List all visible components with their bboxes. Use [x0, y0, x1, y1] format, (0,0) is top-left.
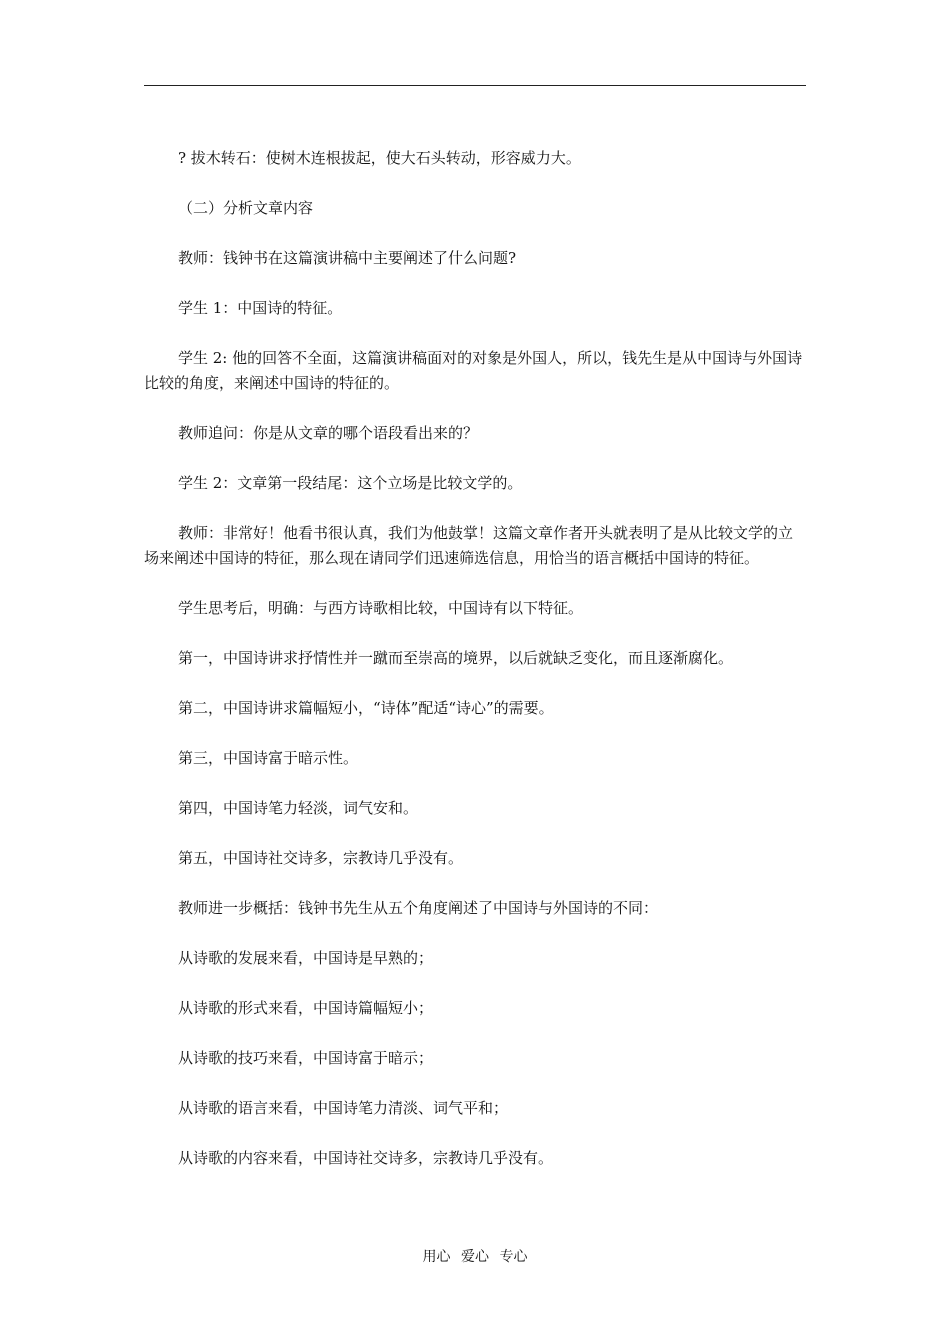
header-rule — [144, 85, 806, 86]
angle-content: 从诗歌的内容来看，中国诗社交诗多，宗教诗几乎没有。 — [178, 1149, 554, 1167]
page-footer: 用心 爱心 专心 — [422, 1249, 528, 1265]
paragraph-7: 学生 2：文章第一段结尾：这个立场是比较文学的。 — [178, 474, 523, 492]
feature-3: 第三，中国诗富于暗示性。 — [178, 749, 359, 767]
angle-technique: 从诗歌的技巧来看，中国诗富于暗示； — [178, 1049, 434, 1067]
angle-development: 从诗歌的发展来看，中国诗是早熟的； — [178, 949, 434, 967]
paragraph-4: 学生 1：中国诗的特征。 — [178, 299, 343, 317]
feature-5: 第五，中国诗社交诗多，宗教诗几乎没有。 — [178, 849, 464, 867]
paragraph-9: 学生思考后，明确：与西方诗歌相比较，中国诗有以下特征。 — [178, 599, 584, 617]
angle-language: 从诗歌的语言来看，中国诗笔力清淡、词气平和； — [178, 1099, 509, 1117]
feature-4: 第四，中国诗笔力轻淡，词气安和。 — [178, 799, 419, 817]
angle-form: 从诗歌的形式来看，中国诗篇幅短小； — [178, 999, 434, 1017]
paragraph-3: 教师：钱钟书在这篇演讲稿中主要阐述了什么问题? — [178, 249, 517, 267]
paragraph-15: 教师进一步概括：钱钟书先生从五个角度阐述了中国诗与外国诗的不同： — [178, 899, 659, 917]
feature-2: 第二，中国诗讲求篇幅短小，“诗体”配适“诗心”的需要。 — [178, 699, 554, 717]
paragraph-6: 教师追问：你是从文章的哪个语段看出来的？ — [178, 424, 479, 442]
document-body — [144, 146, 806, 1196]
feature-1: 第一，中国诗讲求抒情性并一蹴而至崇高的境界，以后就缺乏变化，而且逐渐腐化。 — [178, 649, 734, 667]
paragraph-5: 学生 2: 他的回答不全面，这篇演讲稿面对的对象是外国人，所以，钱先生是从中国诗与外国诗比较的角度，来阐述中国诗的特征的。 — [144, 349, 803, 392]
paragraph-8: 教师：非常好！他看书很认真，我们为他鼓掌！这篇文章作者开头就表明了是从比较文学的立场来阐述中国诗的特征，那么现在请同学们迅速筛选信息，用恰当的语言概括中国诗的特征。 — [144, 524, 794, 567]
paragraph-1: ? 拔木转石：使树木连根拔起，使大石头转动，形容威力大。 — [178, 149, 581, 167]
section-heading: （二）分析文章内容 — [178, 199, 314, 217]
